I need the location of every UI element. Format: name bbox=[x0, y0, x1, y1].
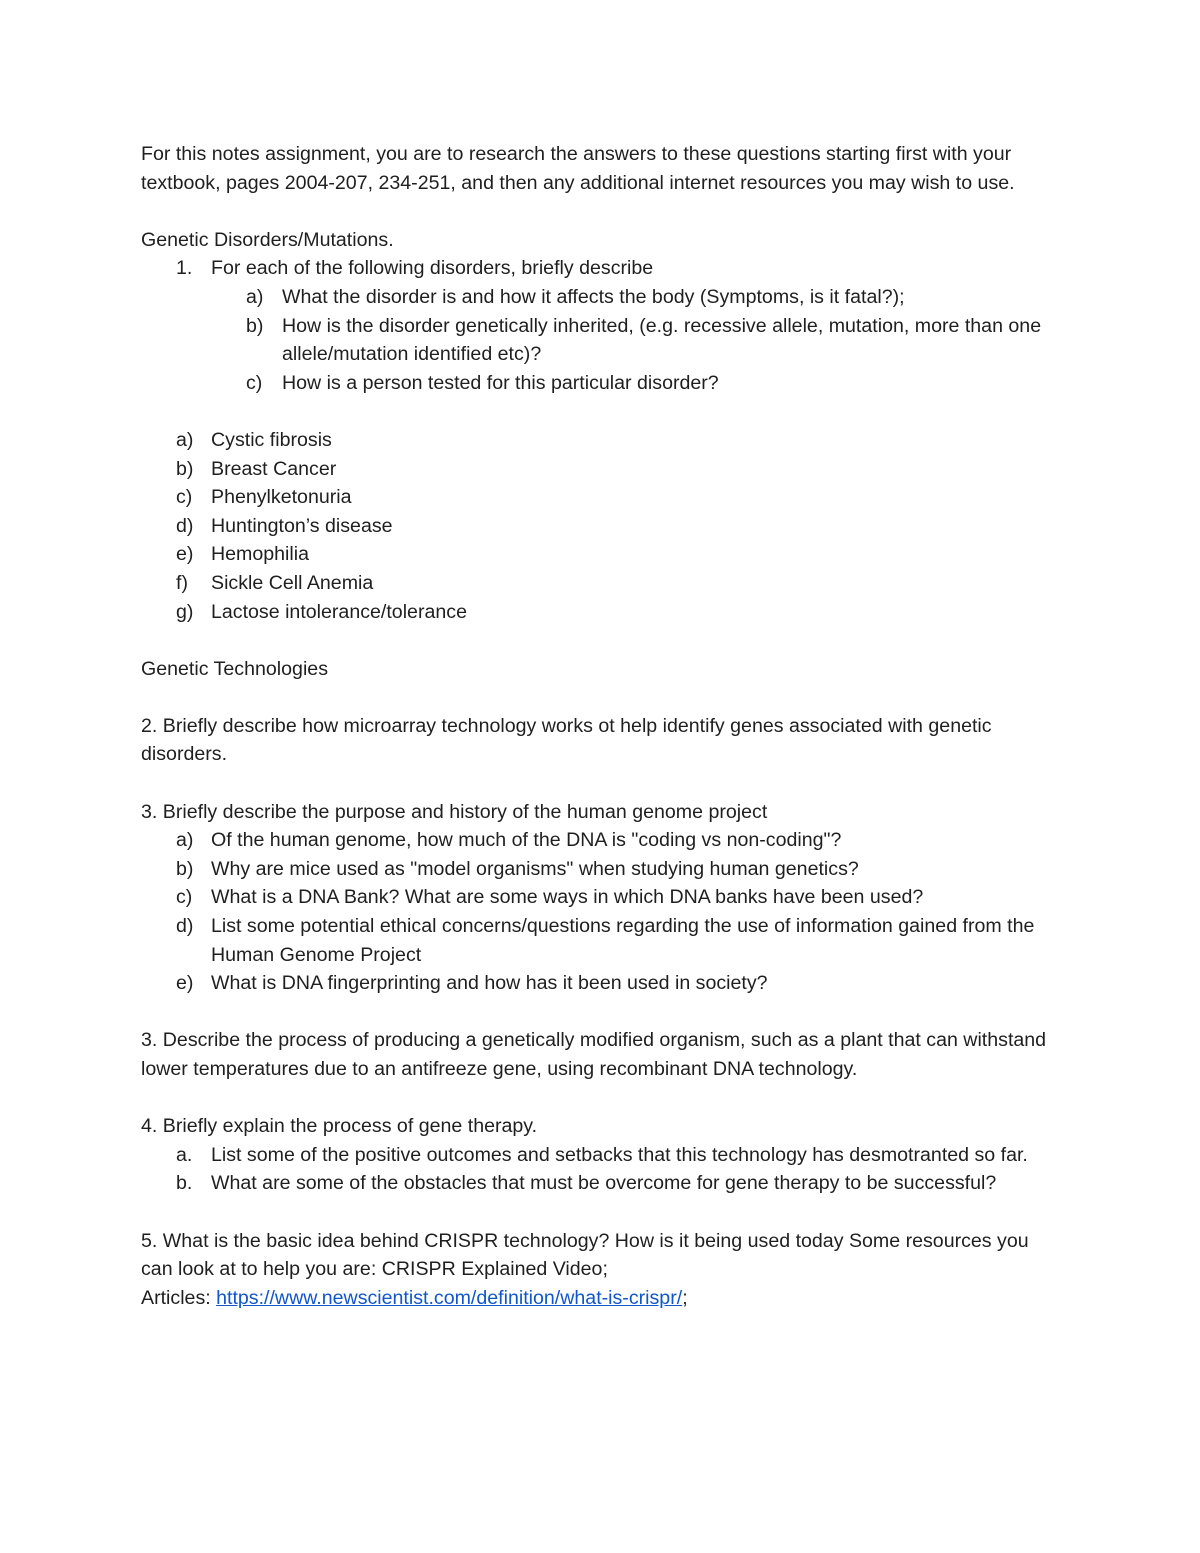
list-marker: c) bbox=[246, 371, 263, 394]
list-item bbox=[141, 283, 1061, 312]
list-item bbox=[141, 826, 1061, 855]
list-item bbox=[141, 369, 1061, 398]
list-item-text: Why are mice used as "model organisms" when studying human genetics? bbox=[211, 857, 859, 880]
link-suffix: ; bbox=[682, 1286, 688, 1309]
question-4: 4. Briefly explain the process of gene therapy. bbox=[141, 1115, 538, 1138]
section-heading-disorders: Genetic Disorders/Mutations. bbox=[141, 228, 394, 251]
articles-label: Articles: bbox=[141, 1286, 217, 1309]
question-1 bbox=[141, 254, 1061, 283]
list-marker: d) bbox=[176, 514, 194, 537]
question-2: 2. Briefly describe how microarray technology works ot help identify genes associated with genetic disorders. bbox=[141, 714, 992, 766]
list-item-text: List some of the positive outcomes and setbacks that this technology has desmotranted so far. bbox=[211, 1143, 1028, 1166]
question-5: 5. What is the basic idea behind CRISPR technology? How is it being used today Some resources you can look at to help you are: CRISPR Explained Video; bbox=[141, 1229, 1029, 1281]
disorder-name: Cystic fibrosis bbox=[211, 428, 332, 451]
document-body bbox=[141, 140, 1061, 1312]
question-3-gmo: 3. Describe the process of producing a genetically modified organism, such as a plant that can withstand lower temperatures due to an antifreeze gene, using recombinant DNA technology. bbox=[141, 1029, 1047, 1080]
list-item bbox=[141, 1169, 1061, 1198]
list-item-text: What are some of the obstacles that must be overcome for gene therapy to be successful? bbox=[211, 1172, 997, 1195]
disorder-item bbox=[141, 512, 1061, 541]
list-marker: d) bbox=[176, 915, 194, 938]
list-item bbox=[141, 855, 1061, 884]
disorder-name: Hemophilia bbox=[211, 543, 310, 566]
list-item-text: How is a person tested for this particular disorder? bbox=[282, 371, 719, 394]
newscientist-link[interactable]: https://www.newscientist.com/definition/what-is-crispr/ bbox=[216, 1286, 683, 1309]
list-item bbox=[141, 1141, 1061, 1170]
list-item bbox=[141, 969, 1061, 998]
list-marker: a) bbox=[176, 829, 194, 852]
list-marker: b. bbox=[176, 1172, 193, 1195]
list-marker: f) bbox=[176, 571, 188, 594]
disorder-item bbox=[141, 483, 1061, 512]
list-item bbox=[141, 883, 1061, 912]
list-marker: e) bbox=[176, 543, 194, 566]
list-marker: a) bbox=[176, 428, 194, 451]
list-marker: g) bbox=[176, 600, 194, 623]
disorder-item bbox=[141, 540, 1061, 569]
disorder-item bbox=[141, 569, 1061, 598]
list-item-text: What is DNA fingerprinting and how has it been used in society? bbox=[211, 972, 768, 995]
list-marker: e) bbox=[176, 972, 194, 995]
disorder-name: Sickle Cell Anemia bbox=[211, 571, 374, 594]
question-text: For each of the following disorders, briefly describe bbox=[211, 257, 654, 280]
list-marker: a. bbox=[176, 1143, 193, 1166]
disorder-item bbox=[141, 455, 1061, 484]
intro-paragraph: For this notes assignment, you are to research the answers to these questions starting first with your textbook, pages 2004-207, 234-251, and then any additional internet resources you may wish to use. bbox=[141, 143, 1015, 194]
list-item-text: What is a DNA Bank? What are some ways in which DNA banks have been used? bbox=[211, 886, 924, 909]
question-3-genome: 3. Briefly describe the purpose and history of the human genome project bbox=[141, 800, 768, 823]
section-heading-technologies: Genetic Technologies bbox=[141, 657, 328, 680]
disorder-name: Breast Cancer bbox=[211, 457, 337, 480]
disorder-item bbox=[141, 426, 1061, 455]
list-marker: a) bbox=[246, 285, 264, 308]
list-marker: 1. bbox=[176, 257, 193, 280]
list-item-text: How is the disorder genetically inherited, (e.g. recessive allele, mutation, more than one allele/mutation identified etc)? bbox=[282, 314, 1042, 366]
disorder-item bbox=[141, 598, 1061, 627]
list-item bbox=[141, 312, 1061, 369]
list-marker: c) bbox=[176, 486, 193, 509]
articles-line bbox=[141, 1284, 1061, 1313]
list-marker: b) bbox=[246, 314, 264, 337]
list-item-text: Of the human genome, how much of the DNA is "coding vs non-coding"? bbox=[211, 829, 842, 852]
list-item-text: What the disorder is and how it affects the body (Symptoms, is it fatal?); bbox=[282, 285, 905, 308]
list-marker: b) bbox=[176, 857, 194, 880]
list-item bbox=[141, 912, 1061, 969]
disorder-name: Huntington’s disease bbox=[211, 514, 393, 537]
list-marker: b) bbox=[176, 457, 194, 480]
list-item-text: List some potential ethical concerns/questions regarding the use of information gained from the Human Genome Project bbox=[211, 915, 1035, 966]
list-marker: c) bbox=[176, 886, 193, 909]
disorder-name: Phenylketonuria bbox=[211, 486, 352, 509]
disorder-name: Lactose intolerance/tolerance bbox=[211, 600, 467, 623]
